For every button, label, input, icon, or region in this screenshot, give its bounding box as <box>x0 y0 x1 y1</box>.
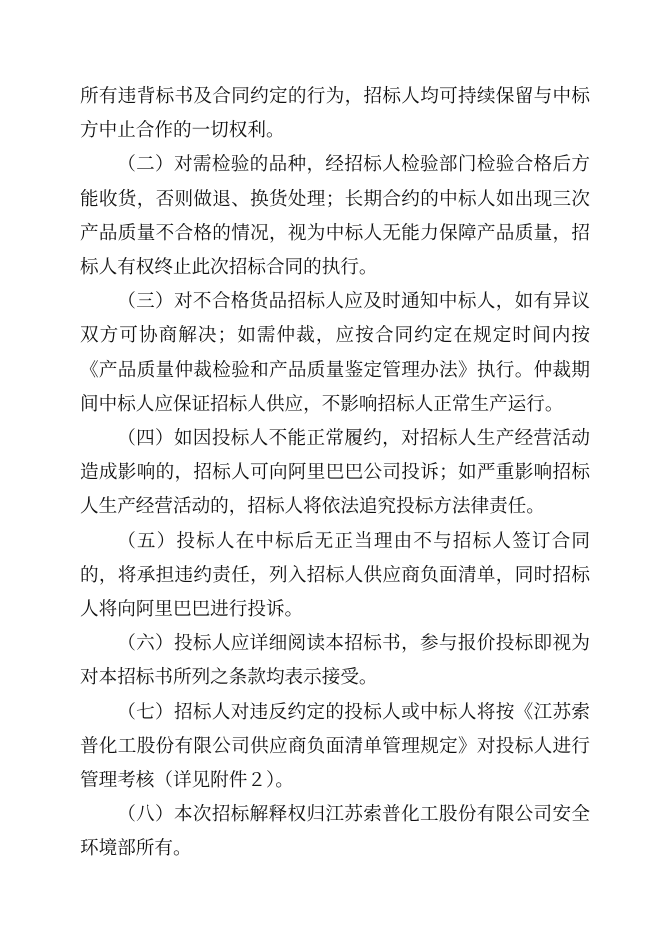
paragraph-clause-4: （四）如因投标人不能正常履约，对招标人生产经营活动造成影响的，招标人可向阿里巴巴公司投诉；如严重影响招标人生产经营活动的，招标人将依法追究投标方法律责任。 <box>80 428 590 518</box>
paragraph-clause-8: （八）本次招标解释权归江苏索普化工股份有限公司安全环境部所有。 <box>80 804 590 860</box>
paragraph-clause-7: （七）招标人对违反约定的投标人或中标人将按《江苏索普化工股份有限公司供应商负面清单管理规定》对投标人进行管理考核（详见附件２）。 <box>80 701 590 792</box>
paragraph-continuation: 所有违背标书及合同约定的行为，招标人均可持续保留与中标方中止合作的一切权利。 <box>80 86 590 142</box>
paragraph-clause-5: （五）投标人在中标后无正当理由不与招标人签订合同的，将承担违约责任，列入招标人供应商负面清单，同时招标人将向阿里巴巴进行投诉。 <box>80 530 590 621</box>
document-body <box>80 80 590 867</box>
paragraph-clause-6: （六）投标人应详细阅读本招标书，参与报价投标即视为对本招标书所列之条款均表示接受。 <box>80 633 590 689</box>
paragraph-clause-2: （二）对需检验的品种，经招标人检验部门检验合格后方能收货，否则做退、换货处理；长期合约的中标人如出现三次产品质量不合格的情况，视为中标人无能力保障产品质量，招标人有权终止此次招标合同的执行。 <box>80 154 590 279</box>
paragraph-clause-3: （三）对不合格货品招标人应及时通知中标人，如有异议双方可协商解决；如需仲裁，应按合同约定在规定时间内按《产品质量仲裁检验和产品质量鉴定管理办法》执行。仲裁期间中标人应保证招标人供应，不影响招标人正常生产运行。 <box>80 291 590 415</box>
